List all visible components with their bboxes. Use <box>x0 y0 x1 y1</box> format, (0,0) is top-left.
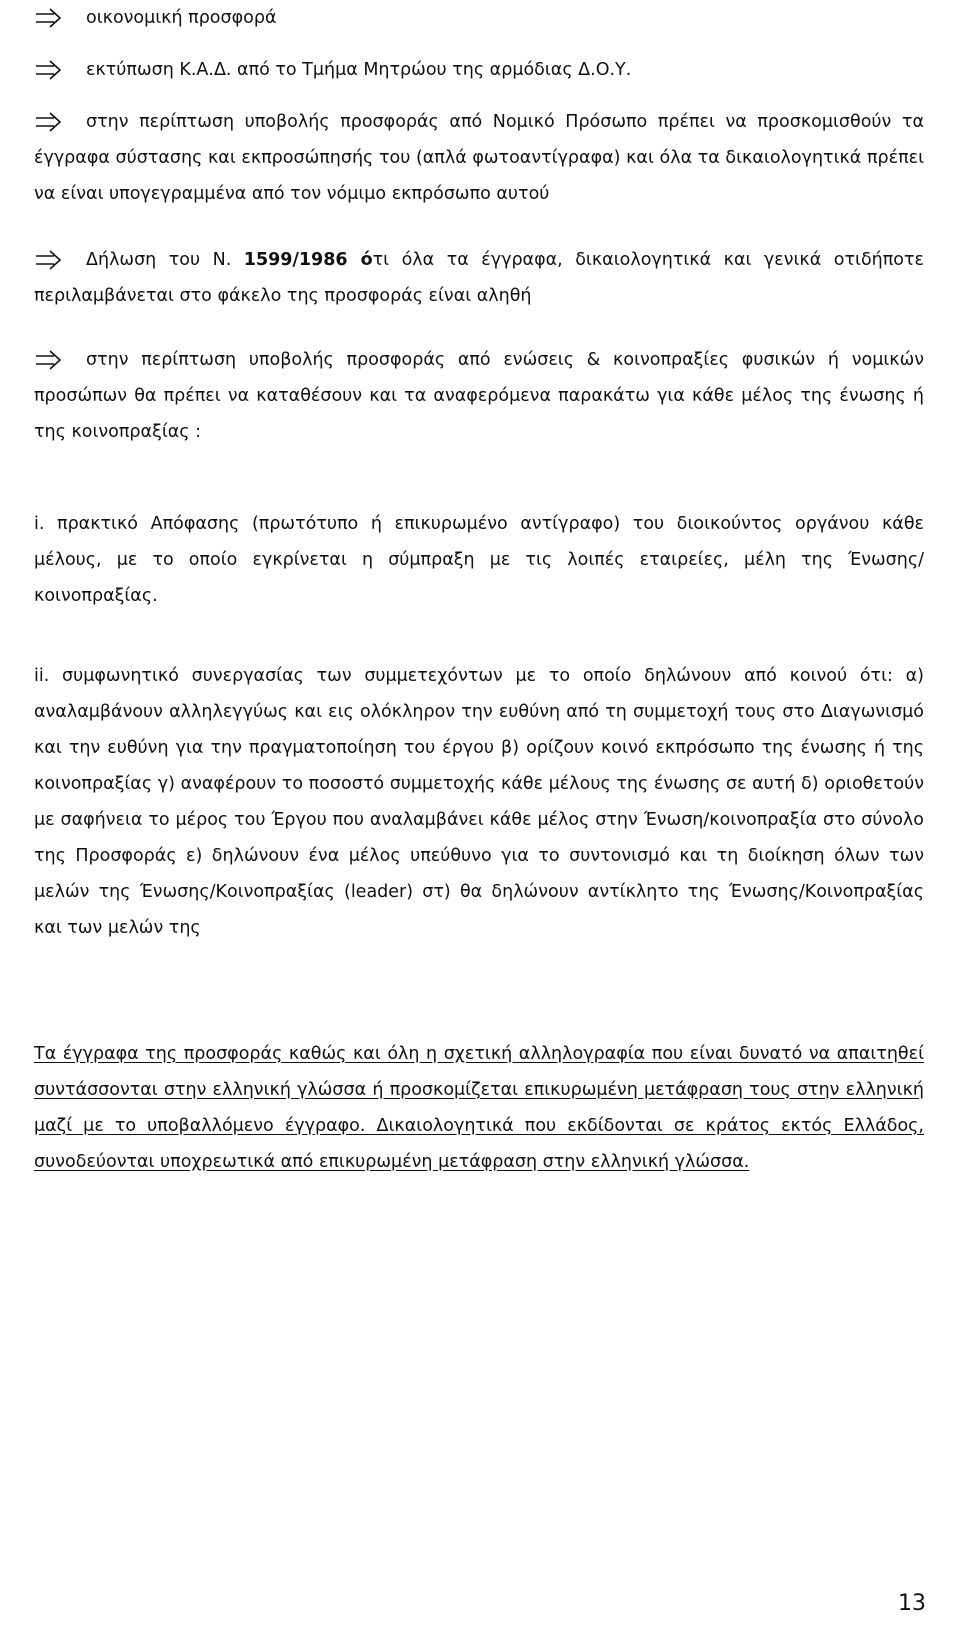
bullet-text: εκτύπωση Κ.Α.Δ. από το Τμήμα Μητρώου της αρμόδιας Δ.Ο.Υ. <box>86 60 632 80</box>
bullet-text: οικονομική προσφορά <box>86 8 277 28</box>
bullet-item <box>34 104 924 212</box>
double-arrow-right-icon <box>34 56 64 84</box>
bullet-text: στην περίπτωση υποβολής προσφοράς από ενώσεις & κοινοπραξίες φυσικών ή νομικών προσώπων θα πρέπει να καταθέσουν και τα αναφερόμενα παρακάτω για κάθε μέλος της ένωσης ή της κοινοπραξίας : <box>34 350 924 442</box>
law-number: 1599/1986 ό <box>243 250 373 270</box>
language-notice: Τα έγγραφα της προσφοράς καθώς και όλη η σχετική αλληλογραφία που είναι δυνατό να απαιτηθεί συντάσσονται στην ελληνική γλώσσα ή προσκομίζεται επικυρωμένη μετάφραση τους στην ελληνική μαζί με το υποβαλλόμενο έγγραφο. Δικαιολογητικά που εκδίδονται σε κράτος εκτός Ελλάδος, συνοδεύονται υποχρεωτικά από επικυρωμένη μετάφραση στην ελληνική γλώσσα. <box>34 1044 924 1172</box>
bullet-text-pre: Δήλωση του Ν. <box>86 250 244 270</box>
bullet-item <box>34 52 924 88</box>
bullet-text-post: τι όλα τα έγγραφα, δικαιολογητικά και γενικά οτιδήποτε περιλαμβάνεται στο φάκελο της προσφοράς είναι αληθή <box>34 250 924 306</box>
bullet-text: στην περίπτωση υποβολής προσφοράς από Νομικό Πρόσωπο πρέπει να προσκομισθούν τα έγγραφα σύστασης και εκπροσώπησής του (απλά φωτοαντίγραφα) και όλα τα δικαιολογητικά πρέπει να είναι υπογεγραμμένα από τον νόμιμο εκπρόσωπο αυτού <box>34 112 924 204</box>
bullet-item <box>34 342 924 450</box>
double-arrow-right-icon <box>34 346 64 374</box>
page-number: 13 <box>898 1591 926 1616</box>
double-arrow-right-icon <box>34 4 64 32</box>
double-arrow-right-icon <box>34 108 64 136</box>
bullet-text <box>34 242 924 314</box>
bullet-item <box>34 242 924 314</box>
paragraph-i: i. πρακτικό Απόφασης (πρωτότυπο ή επικυρωμένο αντίγραφο) του διοικούντος οργάνου κάθε μέλους, με το οποίο εγκρίνεται η σύμπραξη με τις λοιπές εταιρείες, μέλη της Ένωσης/ κοινοπραξίας. <box>34 514 924 606</box>
bullet-item <box>34 0 924 36</box>
double-arrow-right-icon <box>34 246 64 274</box>
paragraph-ii: ii. συμφωνητικό συνεργασίας των συμμετεχόντων με το οποίο δηλώνουν από κοινού ότι: α) αναλαμβάνουν αλληλεγγύως και εις ολόκληρον την ευθύνη από τη συμμετοχή τους στο Διαγωνισμό και την ευθύνη για την πραγματοποίηση του έργου β) ορίζουν κοινό εκπρόσωπο της ένωσης ή της κοινοπραξίας γ) αναφέρουν το ποσοστό συμμετοχής κάθε μέλους της ένωσης σε αυτή δ) οριοθετούν με σαφήνεια το μέρος του Έργου που αναλαμβάνει κάθε μέλος στην Ένωση/κοινοπραξία στο σύνολο της Προσφοράς ε) δηλώνουν ένα μέλος υπεύθυνο για το συντονισμό και τη διοίκηση όλων των μελών της Ένωσης/Κοινοπραξίας (leader) στ) θα δηλώνουν αντίκλητο της Ένωσης/Κοινοπραξίας και των μελών της <box>34 666 924 938</box>
